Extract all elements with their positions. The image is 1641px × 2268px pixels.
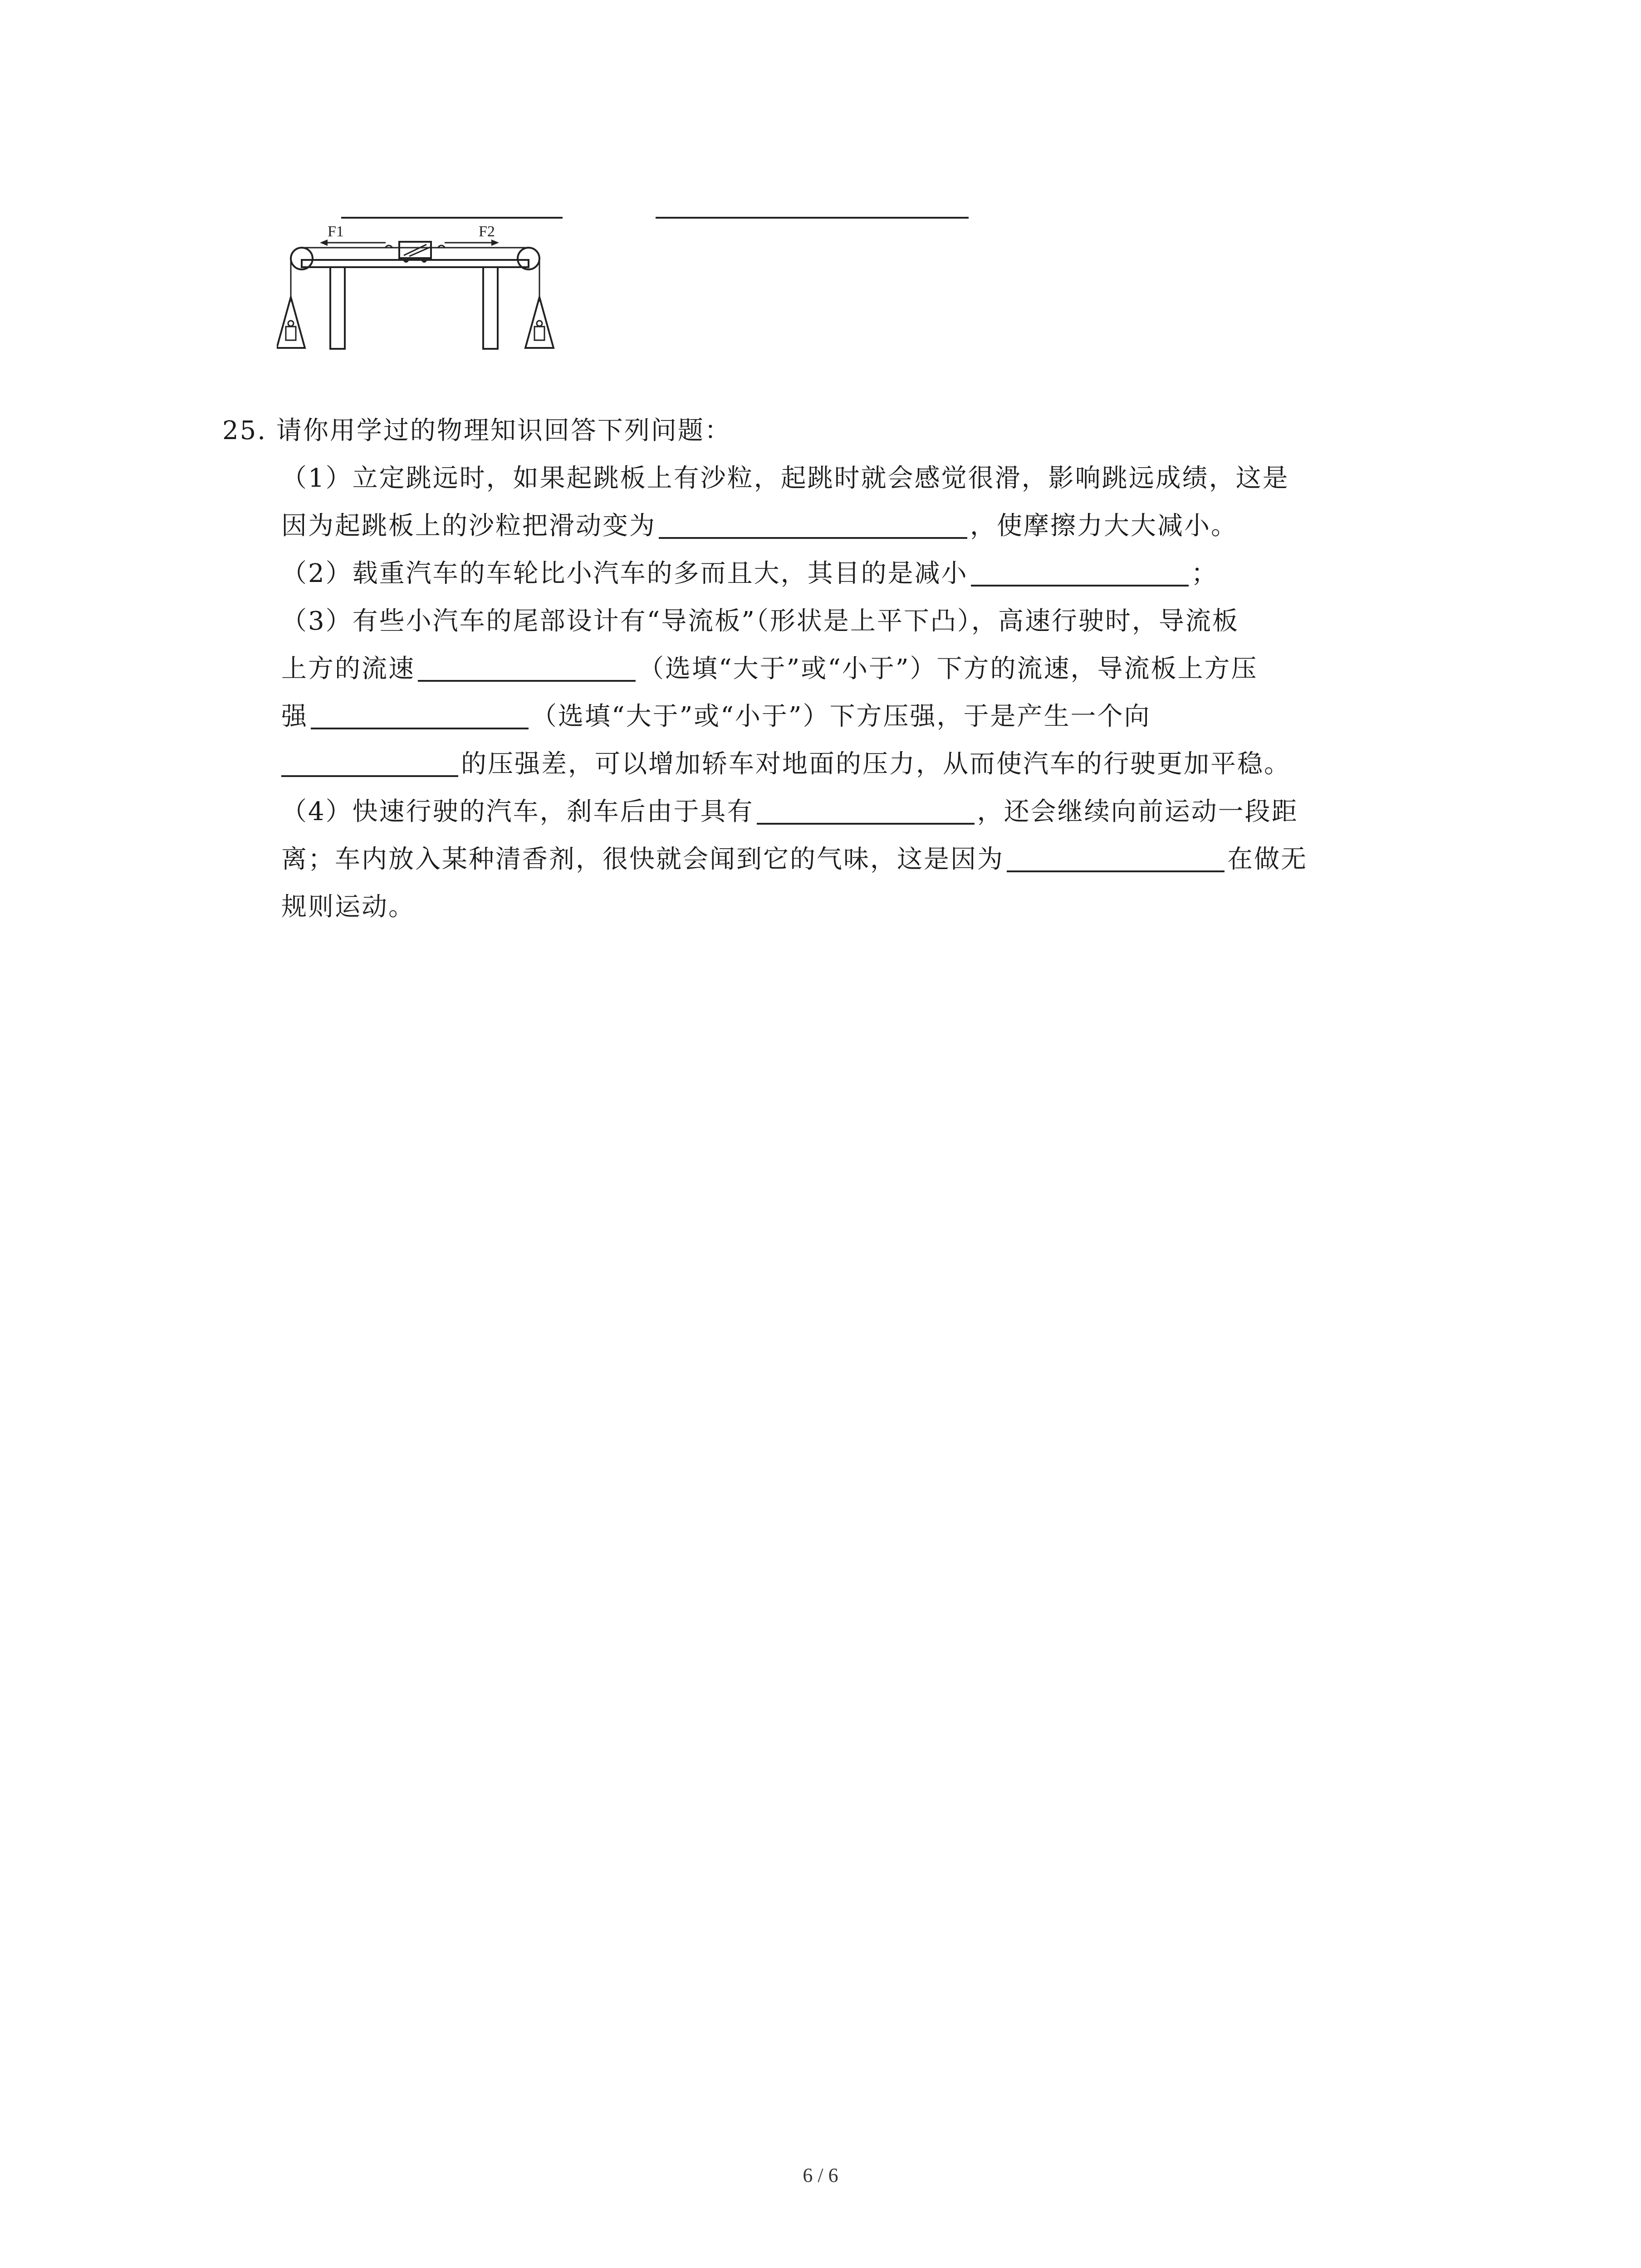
text: （选填“大于”或“小于”）下方的流速，导流板上方压 [638,654,1258,684]
q25-part2 [281,551,1443,596]
page-number: 6 / 6 [803,2164,838,2186]
pulley-table-figure [277,225,558,356]
q25-part1-line2 [281,503,1443,549]
force-label-f2: F2 [479,225,495,240]
answer-blank[interactable] [311,700,529,729]
text: （4）快速行驶的汽车，刹车后由于具有 [281,797,754,826]
q25-part4-line1 [281,789,1443,835]
force-label-f1: F1 [328,225,344,240]
text: 的压强差，可以增加轿车对地面的压力，从而使汽车的行驶更加平稳。 [461,749,1291,779]
text: 上方的流速 [281,654,415,684]
text: 离；车内放入某种清香剂，很快就会闻到它的气味，这是因为 [281,845,1004,874]
q25-part3-line2 [281,646,1443,692]
answer-blank[interactable] [971,557,1189,587]
answer-blank[interactable] [418,653,636,682]
text: （3）有些小汽车的尾部设计有“导流板”（形状是上平下凸），高速行驶时，导流板 [281,606,1239,636]
question-number: 25. [222,416,267,445]
q25-part4-line3 [281,885,1443,930]
text: 在做无 [1227,845,1308,874]
text: 强 [281,702,308,731]
answer-blank[interactable] [656,217,969,219]
answer-blank[interactable] [659,510,967,539]
q25-part1-line1 [281,456,1443,501]
q25-part3-line1 [281,599,1443,644]
question-stem: 请你用学过的物理知识回答下列问题： [276,416,731,445]
q25-part3-line4 [281,742,1443,787]
text: （2）载重汽车的车轮比小汽车的多而且大，其目的是减小 [281,559,968,588]
text: （选填“大于”或“小于”）下方压强，于是产生一个向 [531,702,1151,731]
answer-blank[interactable] [1007,843,1225,872]
text: ，还会继续向前运动一段距 [977,797,1298,826]
text: ； [1191,559,1218,588]
answer-blank[interactable] [757,796,975,825]
q25-part4-line2 [281,837,1443,882]
text: ，使摩擦力大大减小。 [970,511,1238,541]
answer-blank[interactable] [341,217,563,219]
question-25-stem [222,408,1438,454]
q25-part3-line3 [281,694,1443,739]
text: （1）立定跳远时，如果起跳板上有沙粒，起跳时就会感觉很滑，影响跳远成绩，这是 [281,464,1289,493]
text: 规则运动。 [281,892,415,922]
text: 因为起跳板上的沙粒把滑动变为 [281,511,656,541]
answer-blank[interactable] [281,748,458,777]
